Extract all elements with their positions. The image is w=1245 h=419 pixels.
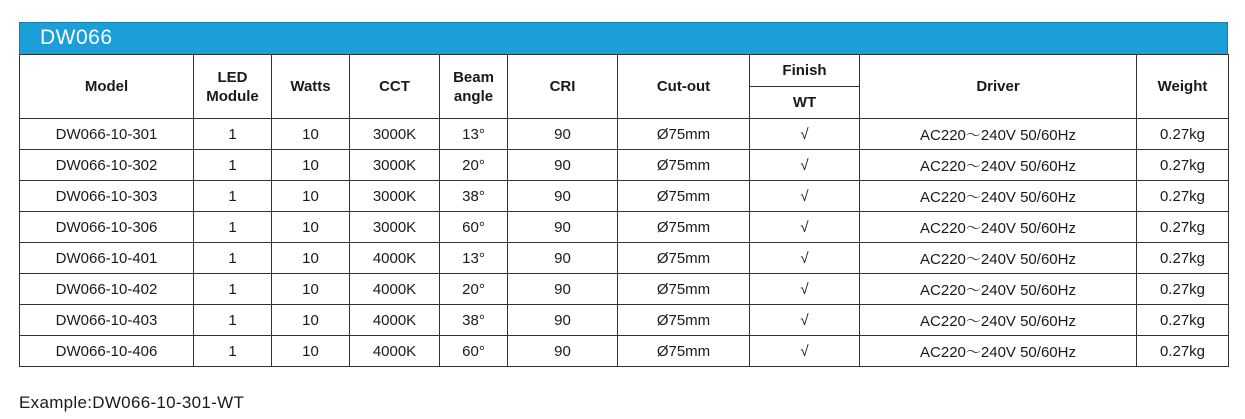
cell-wt-check: √ xyxy=(750,150,860,181)
table-row xyxy=(20,150,1229,181)
header-watts: Watts xyxy=(272,55,350,119)
cell-cct: 4000K xyxy=(350,336,440,367)
spec-table xyxy=(19,54,1229,367)
cell-cutout: Ø75mm xyxy=(618,212,750,243)
cell-watts: 10 xyxy=(272,305,350,336)
cell-cct: 3000K xyxy=(350,212,440,243)
cell-led: 1 xyxy=(194,336,272,367)
cell-led: 1 xyxy=(194,181,272,212)
cell-cct: 3000K xyxy=(350,181,440,212)
cell-wt-check: √ xyxy=(750,212,860,243)
table-row xyxy=(20,212,1229,243)
cell-led: 1 xyxy=(194,243,272,274)
cell-wt-check: √ xyxy=(750,305,860,336)
cell-model: DW066-10-403 xyxy=(20,305,194,336)
cell-driver: AC220～240V 50/60Hz xyxy=(860,336,1137,367)
cell-watts: 10 xyxy=(272,181,350,212)
cell-wt-check: √ xyxy=(750,274,860,305)
cell-led: 1 xyxy=(194,119,272,150)
header-beam-line2: angle xyxy=(453,87,494,105)
cell-model: DW066-10-306 xyxy=(20,212,194,243)
cell-driver: AC220～240V 50/60Hz xyxy=(860,181,1137,212)
cell-cct: 4000K xyxy=(350,274,440,305)
cell-model: DW066-10-406 xyxy=(20,336,194,367)
header-cutout: Cut-out xyxy=(618,55,750,119)
cell-cri: 90 xyxy=(508,212,618,243)
cell-cri: 90 xyxy=(508,305,618,336)
cell-weight: 0.27kg xyxy=(1137,305,1229,336)
cell-cutout: Ø75mm xyxy=(618,336,750,367)
cell-model: DW066-10-401 xyxy=(20,243,194,274)
table-row xyxy=(20,243,1229,274)
cell-cri: 90 xyxy=(508,243,618,274)
cell-weight: 0.27kg xyxy=(1137,243,1229,274)
header-led-line2: Module xyxy=(206,87,259,105)
cell-cutout: Ø75mm xyxy=(618,119,750,150)
cell-driver: AC220～240V 50/60Hz xyxy=(860,243,1137,274)
cell-wt-check: √ xyxy=(750,119,860,150)
header-beam-angle xyxy=(440,55,508,119)
spec-panel xyxy=(19,22,1228,367)
cell-watts: 10 xyxy=(272,243,350,274)
cell-weight: 0.27kg xyxy=(1137,336,1229,367)
cell-beam: 60° xyxy=(440,212,508,243)
cell-weight: 0.27kg xyxy=(1137,181,1229,212)
cell-model: DW066-10-301 xyxy=(20,119,194,150)
header-finish-wt: WT xyxy=(750,87,860,119)
cell-cri: 90 xyxy=(508,181,618,212)
header-model: Model xyxy=(20,55,194,119)
cell-watts: 10 xyxy=(272,150,350,181)
cell-led: 1 xyxy=(194,212,272,243)
cell-driver: AC220～240V 50/60Hz xyxy=(860,119,1137,150)
title-bar xyxy=(19,22,1228,54)
cell-weight: 0.27kg xyxy=(1137,150,1229,181)
cell-beam: 20° xyxy=(440,274,508,305)
header-driver: Driver xyxy=(860,55,1137,119)
cell-beam: 38° xyxy=(440,181,508,212)
header-weight: Weight xyxy=(1137,55,1229,119)
cell-watts: 10 xyxy=(272,212,350,243)
example-text: Example:DW066-10-301-WT xyxy=(19,393,245,412)
cell-cct: 4000K xyxy=(350,305,440,336)
cell-beam: 13° xyxy=(440,119,508,150)
cell-cutout: Ø75mm xyxy=(618,181,750,212)
header-cct: CCT xyxy=(350,55,440,119)
table-row xyxy=(20,181,1229,212)
cell-weight: 0.27kg xyxy=(1137,274,1229,305)
cell-driver: AC220～240V 50/60Hz xyxy=(860,212,1137,243)
table-row xyxy=(20,274,1229,305)
cell-cutout: Ø75mm xyxy=(618,150,750,181)
table-row xyxy=(20,336,1229,367)
product-title: DW066 xyxy=(40,26,113,49)
cell-driver: AC220～240V 50/60Hz xyxy=(860,150,1137,181)
cell-wt-check: √ xyxy=(750,243,860,274)
cell-watts: 10 xyxy=(272,336,350,367)
cell-cutout: Ø75mm xyxy=(618,305,750,336)
cell-led: 1 xyxy=(194,305,272,336)
cell-led: 1 xyxy=(194,150,272,181)
cell-beam: 13° xyxy=(440,243,508,274)
cell-weight: 0.27kg xyxy=(1137,212,1229,243)
table-row xyxy=(20,119,1229,150)
cell-cct: 3000K xyxy=(350,150,440,181)
cell-watts: 10 xyxy=(272,119,350,150)
table-row xyxy=(20,305,1229,336)
cell-model: DW066-10-402 xyxy=(20,274,194,305)
cell-beam: 20° xyxy=(440,150,508,181)
cell-beam: 38° xyxy=(440,305,508,336)
header-beam-line1: Beam xyxy=(453,68,494,86)
header-led-line1: LED xyxy=(217,68,248,86)
cell-watts: 10 xyxy=(272,274,350,305)
cell-wt-check: √ xyxy=(750,181,860,212)
cell-cri: 90 xyxy=(508,119,618,150)
cell-model: DW066-10-302 xyxy=(20,150,194,181)
cell-driver: AC220～240V 50/60Hz xyxy=(860,305,1137,336)
cell-cri: 90 xyxy=(508,336,618,367)
cell-model: DW066-10-303 xyxy=(20,181,194,212)
cell-cct: 4000K xyxy=(350,243,440,274)
cell-led: 1 xyxy=(194,274,272,305)
cell-cri: 90 xyxy=(508,150,618,181)
cell-cutout: Ø75mm xyxy=(618,274,750,305)
header-led-module xyxy=(194,55,272,119)
cell-driver: AC220～240V 50/60Hz xyxy=(860,274,1137,305)
cell-cct: 3000K xyxy=(350,119,440,150)
cell-cri: 90 xyxy=(508,274,618,305)
cell-cutout: Ø75mm xyxy=(618,243,750,274)
cell-beam: 60° xyxy=(440,336,508,367)
header-finish: Finish xyxy=(750,55,860,87)
cell-wt-check: √ xyxy=(750,336,860,367)
header-cri: CRI xyxy=(508,55,618,119)
cell-weight: 0.27kg xyxy=(1137,119,1229,150)
